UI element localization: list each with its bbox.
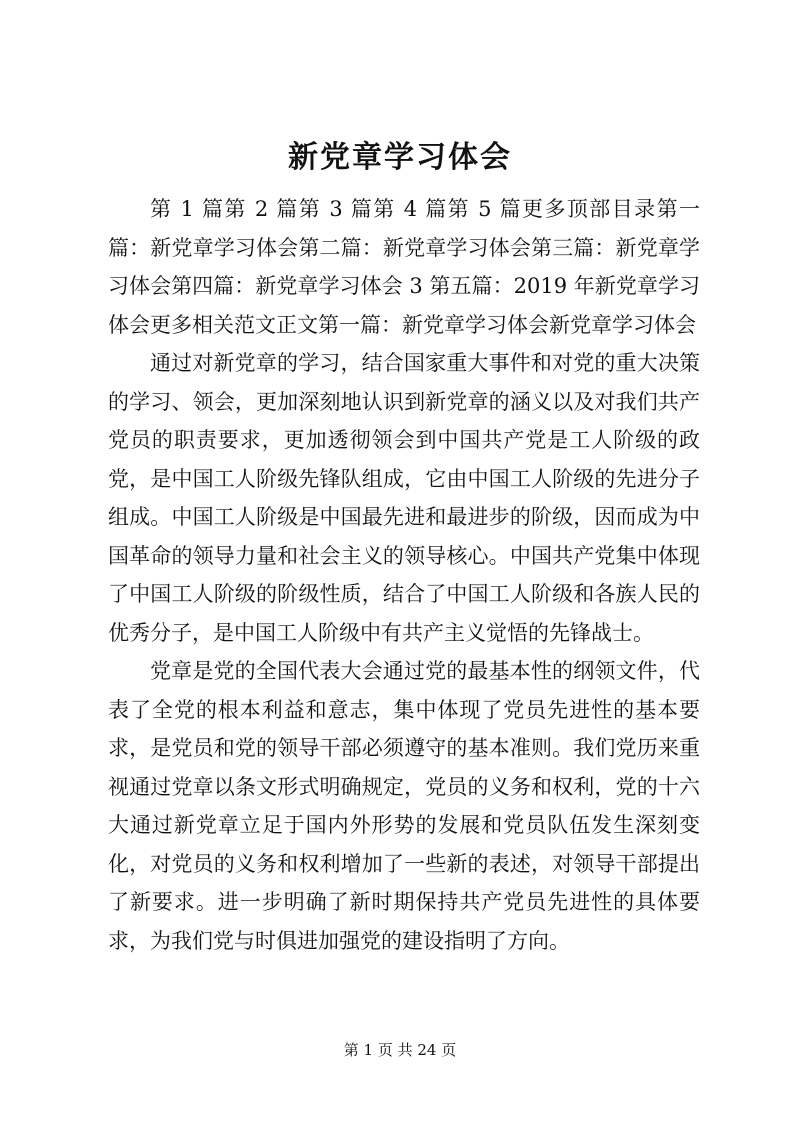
document-title: 新党章学习体会 [288,140,512,175]
paragraph-table-of-contents: 第 1 篇第 2 篇第 3 篇第 4 篇第 5 篇更多顶部目录第一篇：新党章学习体会第二篇：新党章学习体会第三篇：新党章学习体会第四篇：新党章学习体会 3 第五篇：2019 年新党章学习体会更多相关范文正文第一篇：新党章学习体会新党章学习体会 [108,197,700,337]
document-body [108,190,700,960]
page-number-footer: 第 1 页 共 24 页 [343,1041,457,1059]
paragraph-party-nature: 通过对新党章的学习，结合国家重大事件和对党的重大决策的学习、领会，更加深刻地认识到新党章的涵义以及对我们共产党员的职责要求，更加透彻领会到中国共产党是工人阶级的政党，是中国工人阶级先锋队组成，它由中国工人阶级的先进分子组成。中国工人阶级是中国最先进和最进步的阶级，因而成为中国革命的领导力量和社会主义的领导核心。中国共产党集中体现了中国工人阶级的阶级性质，结合了中国工人阶级和各族人民的优秀分子，是中国工人阶级中有共产主义觉悟的先锋战士。 [108,351,700,645]
paragraph-party-constitution: 党章是党的全国代表大会通过党的最基本性的纲领文件，代表了全党的根本利益和意志，集中体现了党员先进性的基本要求，是党员和党的领导干部必须遵守的基本准则。我们党历来重视通过党章以条文形式明确规定，党员的义务和权利，党的十六大通过新党章立足于国内外形势的发展和党员队伍发生深刻变化，对党员的义务和权利增加了一些新的表述，对领导干部提出了新要求。进一步明确了新时期保持共产党员先进性的具体要求，为我们党与时俱进加强党的建设指明了方向。 [108,659,700,953]
